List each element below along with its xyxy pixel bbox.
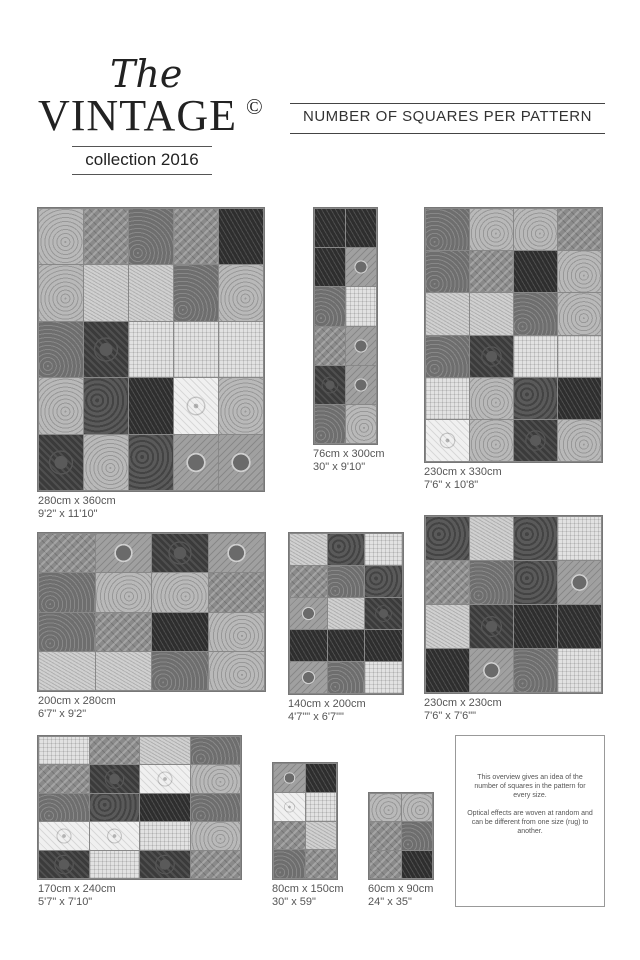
rug-tile [558, 209, 601, 250]
rug-tile [514, 649, 557, 692]
rug-tile [152, 613, 208, 651]
rug-tile [191, 765, 241, 792]
rug-tile [306, 793, 337, 821]
rug-tile [290, 662, 327, 693]
rug-tile [219, 209, 263, 264]
rug-tile [306, 822, 337, 850]
rug-230x230-metric: 230cm x 230cm [424, 697, 502, 709]
rug-tile [558, 605, 601, 648]
rug-tile [426, 378, 469, 419]
heading-rule-bottom [290, 133, 605, 134]
rug-140x200 [288, 532, 404, 695]
rug-tile [426, 649, 469, 692]
rug-tile [129, 209, 173, 264]
rug-tile [39, 794, 89, 821]
rug-tile [209, 534, 265, 572]
rug-tile [426, 251, 469, 292]
rug-230x230-imperial: 7'6" x 7'6"" [424, 710, 476, 722]
rug-tile [514, 293, 557, 334]
rug-tile [558, 293, 601, 334]
rug-tile [315, 287, 345, 325]
rug-tile [191, 822, 241, 849]
rug-80x150-imperial: 30" x 59" [272, 896, 316, 908]
rug-tile [514, 336, 557, 377]
rug-tile [274, 764, 305, 792]
rug-tile [39, 209, 83, 264]
rug-280x360-metric: 280cm x 360cm [38, 495, 116, 507]
rug-tile [514, 209, 557, 250]
rug-tile [290, 534, 327, 565]
rug-tile [370, 851, 401, 878]
rug-tile [174, 209, 218, 264]
rug-tile [365, 630, 402, 661]
rug-tile [370, 794, 401, 821]
note-text [465, 773, 595, 845]
rug-tile [315, 327, 345, 365]
rug-tile [39, 435, 83, 490]
rug-140x200-metric: 140cm x 200cm [288, 698, 366, 710]
rug-tile [470, 293, 513, 334]
rug-80x150-metric: 80cm x 150cm [272, 883, 344, 895]
rug-tile [470, 336, 513, 377]
rug-tile [174, 378, 218, 433]
rug-tile [274, 793, 305, 821]
rug-tile [558, 251, 601, 292]
rug-60x90-metric: 60cm x 90cm [368, 883, 434, 895]
rug-tile [402, 822, 433, 849]
rug-tile [426, 605, 469, 648]
rug-tile [39, 851, 89, 878]
rug-tile [129, 435, 173, 490]
rug-tile [209, 652, 265, 690]
rug-200x280-metric: 200cm x 280cm [38, 695, 116, 707]
rug-tile [426, 517, 469, 560]
rug-tile [209, 573, 265, 611]
rug-tile [470, 378, 513, 419]
rug-tile [84, 378, 128, 433]
rug-230x330 [424, 207, 603, 463]
rug-76x300-imperial: 30" x 9'10" [313, 461, 366, 473]
rug-tile [328, 662, 365, 693]
rug-tile [514, 420, 557, 461]
rug-170x240-imperial: 5'7" x 7'10" [38, 896, 93, 908]
rug-tile [152, 534, 208, 572]
rug-tile [39, 652, 95, 690]
rug-tile [219, 435, 263, 490]
rug-tile [140, 794, 190, 821]
rug-tile [140, 737, 190, 764]
rug-tile [514, 605, 557, 648]
rug-tile [346, 327, 376, 365]
rug-tile [39, 265, 83, 320]
rug-tile [96, 652, 152, 690]
heading-rule-top [290, 103, 605, 104]
rug-tile [84, 435, 128, 490]
rug-tile [39, 737, 89, 764]
rug-76x300 [313, 207, 378, 445]
rug-tile [514, 561, 557, 604]
rug-tile [84, 265, 128, 320]
rug-tile [39, 573, 95, 611]
rug-tile [315, 366, 345, 404]
rug-tile [274, 822, 305, 850]
rug-tile [174, 322, 218, 377]
logo-copyright: © [246, 94, 263, 119]
rug-tile [129, 322, 173, 377]
rug-tile [346, 405, 376, 443]
logo-collection: collection 2016 [85, 150, 199, 169]
note-paragraph-2: Optical effects are woven at random and can be different from one size (rug) to another. [467, 810, 593, 835]
rug-tile [558, 378, 601, 419]
rug-tile [96, 573, 152, 611]
rug-tile [39, 822, 89, 849]
logo-the: The [110, 52, 183, 96]
rug-tile [174, 435, 218, 490]
logo-vintage: VINTAGE [38, 91, 237, 140]
rug-tile [402, 794, 433, 821]
rug-tile [290, 598, 327, 629]
rug-tile [514, 378, 557, 419]
rug-tile [191, 851, 241, 878]
rug-tile [90, 794, 140, 821]
rug-tile [129, 265, 173, 320]
rug-tile [365, 598, 402, 629]
rug-tile [470, 561, 513, 604]
rug-tile [470, 420, 513, 461]
rug-tile [470, 517, 513, 560]
rug-tile [365, 566, 402, 597]
rug-tile [470, 209, 513, 250]
rug-tile [315, 209, 345, 247]
rug-tile [315, 405, 345, 443]
rug-tile [96, 534, 152, 572]
rug-tile [96, 613, 152, 651]
rug-tile [328, 598, 365, 629]
rug-tile [209, 613, 265, 651]
rug-tile [514, 517, 557, 560]
rug-tile [370, 822, 401, 849]
rug-tile [402, 851, 433, 878]
rug-tile [328, 566, 365, 597]
rug-tile [426, 336, 469, 377]
rug-tile [39, 613, 95, 651]
rug-tile [558, 649, 601, 692]
rug-tile [315, 248, 345, 286]
rug-tile [558, 420, 601, 461]
rug-tile [346, 287, 376, 325]
rug-tile [514, 251, 557, 292]
rug-tile [140, 765, 190, 792]
rug-tile [84, 322, 128, 377]
rug-tile [290, 630, 327, 661]
rug-230x330-metric: 230cm x 330cm [424, 466, 502, 478]
rug-200x280-imperial: 6'7" x 9'2" [38, 708, 87, 720]
rug-tile [426, 420, 469, 461]
rug-140x200-imperial: 4'7"" x 6'7"" [288, 711, 344, 723]
rug-170x240-metric: 170cm x 240cm [38, 883, 116, 895]
rug-230x230 [424, 515, 603, 694]
rug-tile [191, 794, 241, 821]
rug-tile [365, 534, 402, 565]
rug-tile [90, 765, 140, 792]
rug-tile [558, 336, 601, 377]
rug-60x90-imperial: 24" x 35" [368, 896, 412, 908]
rug-tile [426, 209, 469, 250]
page-heading: NUMBER OF SQUARES PER PATTERN [303, 108, 592, 125]
rug-tile [39, 765, 89, 792]
rug-tile [152, 652, 208, 690]
rug-tile [219, 378, 263, 433]
rug-tile [274, 850, 305, 878]
rug-tile [39, 378, 83, 433]
rug-tile [140, 851, 190, 878]
rug-tile [558, 561, 601, 604]
rug-170x240 [37, 735, 242, 880]
rug-tile [426, 561, 469, 604]
rug-80x150 [272, 762, 338, 880]
rug-tile [470, 649, 513, 692]
rug-200x280 [37, 532, 266, 692]
rug-tile [219, 322, 263, 377]
rug-tile [558, 517, 601, 560]
rug-tile [90, 851, 140, 878]
logo-underline [72, 174, 212, 175]
rug-tile [39, 322, 83, 377]
logo-divider [72, 146, 212, 147]
rug-tile [346, 209, 376, 247]
rug-tile [365, 662, 402, 693]
rug-tile [470, 605, 513, 648]
rug-tile [129, 378, 173, 433]
rug-280x360 [37, 207, 265, 492]
note-paragraph-1: This overview gives an idea of the number of squares in the pattern for every size. [474, 774, 586, 799]
rug-tile [39, 534, 95, 572]
rug-60x90 [368, 792, 434, 880]
rug-tile [152, 573, 208, 611]
rug-230x330-imperial: 7'6" x 10'8" [424, 479, 479, 491]
rug-tile [174, 265, 218, 320]
rug-tile [306, 764, 337, 792]
rug-tile [328, 630, 365, 661]
rug-tile [290, 566, 327, 597]
rug-tile [470, 251, 513, 292]
rug-tile [90, 737, 140, 764]
rug-tile [191, 737, 241, 764]
rug-tile [346, 366, 376, 404]
rug-tile [426, 293, 469, 334]
rug-280x360-imperial: 9'2" x 11'10" [38, 508, 98, 520]
rug-tile [84, 209, 128, 264]
rug-tile [140, 822, 190, 849]
rug-tile [346, 248, 376, 286]
rug-tile [328, 534, 365, 565]
rug-76x300-metric: 76cm x 300cm [313, 448, 385, 460]
rug-tile [219, 265, 263, 320]
rug-tile [306, 850, 337, 878]
rug-tile [90, 822, 140, 849]
